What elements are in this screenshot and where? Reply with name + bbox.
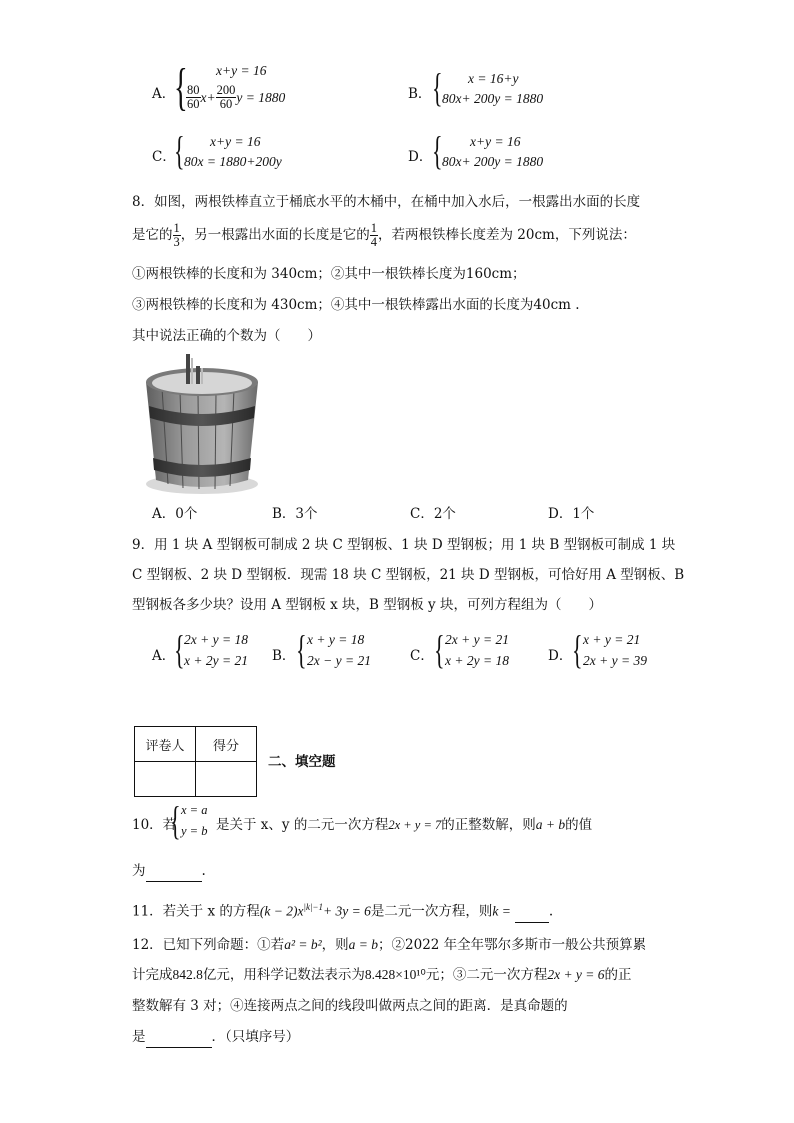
iron-rod-1 bbox=[186, 354, 190, 384]
q11-equation-rest: + 3y = 6 bbox=[323, 903, 371, 919]
q11-line bbox=[132, 897, 553, 923]
q10-line2-prefix: 为 bbox=[132, 863, 146, 879]
q10-mid: 是关于 x、y 的二元一次方程 bbox=[216, 817, 389, 833]
q10-line2 bbox=[132, 861, 206, 882]
q12-sci-notation: 8.428×10¹⁰ bbox=[364, 967, 426, 982]
q9-line1: 9．用 1 块 A 型钢板可制成 2 块 C 型钢板、1 块 D 型钢板；用 1 块 B 型钢板可制成 1 块 bbox=[132, 537, 676, 553]
q9-option-a-eq2: x + 2y = 21 bbox=[184, 653, 248, 668]
q7-option-a-label: A． bbox=[152, 86, 176, 102]
q9-option-d-eq1: x + y = 21 bbox=[583, 632, 641, 647]
q7-option-c-label: C． bbox=[152, 149, 176, 165]
q12-line4b: ．（只填序号） bbox=[211, 1029, 300, 1045]
section-title-fill-in: 二、填空题 bbox=[268, 754, 336, 770]
q10-end: 的值 bbox=[565, 817, 593, 833]
q10-sys-eq1: x = a bbox=[181, 803, 208, 817]
wooden-bucket-illustration bbox=[140, 352, 264, 500]
q12-line1e: ；②2022 年全年鄂尔多斯市一般公共预算累 bbox=[378, 937, 647, 953]
score-table-header-grader: 评卷人 bbox=[135, 727, 196, 762]
q12-line2g: 的正 bbox=[604, 967, 632, 983]
q7-option-b-brace: { bbox=[432, 65, 443, 110]
q9-option-c-eq1: 2x + y = 21 bbox=[445, 632, 509, 647]
q9-option-b-brace: { bbox=[296, 627, 307, 672]
q8-line2a: 是它的 bbox=[132, 227, 173, 243]
q12-line2c: 亿元，用科学记数法表示为 bbox=[202, 967, 365, 983]
q12-line2a: 计完成 bbox=[132, 967, 173, 983]
q11-text: 11．若关于 x 的方程 bbox=[132, 903, 260, 920]
q9-option-d-eq2: 2x + y = 39 bbox=[583, 653, 647, 668]
q8-option-b: B．3个 bbox=[272, 506, 318, 522]
q8-line4: ③两根铁棒的长度和为 430cm；④其中一根铁棒露出水面的长度为40cm . bbox=[132, 297, 580, 313]
q9-line3: 型钢板各多少块？设用 A 型钢板 x 块，B 型钢板 y 块，可列方程组为（ ） bbox=[132, 597, 602, 613]
q12-line3: 整数解有 3 对；④连接两点之间的线段叫做两点之间的距离．是真命题的 bbox=[132, 998, 568, 1014]
q12-line1 bbox=[132, 935, 646, 955]
q11-equation: (k − 2)x bbox=[259, 903, 304, 919]
q8-line2b: ，另一根露出水面的长度是它的 bbox=[180, 227, 370, 243]
q11-k: k = bbox=[492, 903, 511, 919]
q7-a-frac1-num: 80 bbox=[187, 83, 200, 97]
q10-sys-eq2: y = b bbox=[181, 824, 208, 838]
q10-answer-blank[interactable] bbox=[146, 861, 202, 882]
q8-line2 bbox=[132, 222, 636, 249]
q12-equation: 2x + y = 6 bbox=[547, 967, 605, 982]
q7-option-d-brace: { bbox=[432, 128, 443, 173]
q12-math-a2b2: a² = b² bbox=[284, 937, 322, 952]
q11-answer-blank[interactable] bbox=[515, 902, 549, 923]
q9-option-c-label: C． bbox=[410, 648, 434, 664]
q7-a-end: y = 1880 bbox=[236, 90, 286, 105]
q8-frac1-den: 3 bbox=[173, 235, 180, 249]
q12-line2 bbox=[132, 965, 632, 985]
q9-option-b-eq1: x + y = 18 bbox=[307, 632, 365, 647]
q12-line1a: 12．已知下列命题：①若 bbox=[132, 937, 285, 953]
q7-option-a-eq2 bbox=[186, 84, 285, 111]
q12-line1c: ，则 bbox=[321, 937, 349, 953]
q7-a-frac2-den: 60 bbox=[219, 97, 233, 111]
q7-option-b-eq1: x = 16+y bbox=[468, 71, 519, 86]
q8-option-d: D．1个 bbox=[548, 506, 595, 522]
q9-option-b-eq2: 2x − y = 21 bbox=[307, 653, 371, 668]
score-table-score-cell[interactable] bbox=[196, 762, 257, 797]
q12-number: 842.8 bbox=[172, 967, 203, 982]
q7-option-c-brace: { bbox=[174, 128, 185, 173]
q11-end: . bbox=[548, 903, 554, 920]
q9-option-b-label: B． bbox=[272, 648, 296, 664]
q9-line2: C 型钢板、2 块 D 型钢板．现需 18 块 C 型钢板，21 块 D 型钢板，可恰好用 A 型钢板、B bbox=[132, 567, 685, 583]
q8-frac2-den: 4 bbox=[370, 235, 377, 249]
q9-option-d-brace: { bbox=[572, 627, 583, 672]
q9-option-d-label: D． bbox=[548, 648, 573, 664]
q8-frac-one-quarter bbox=[370, 222, 378, 249]
q8-line1: 8．如图，两根铁棒直立于桶底水平的木桶中，在桶中加入水后，一根露出水面的长度 bbox=[132, 194, 641, 210]
q10-brace: { bbox=[170, 798, 181, 843]
q9-option-a-brace: { bbox=[174, 627, 185, 672]
q12-line2e: 元；③二元一次方程 bbox=[425, 967, 548, 983]
q7-a-frac2-num: 200 bbox=[216, 83, 236, 97]
q8-option-c: C．2个 bbox=[410, 506, 456, 522]
q11-exponent: |k|−1 bbox=[303, 902, 323, 912]
q7-option-a-eq1: x+y = 16 bbox=[216, 63, 267, 78]
q8-frac2-num: 1 bbox=[370, 221, 377, 235]
iron-rod-2-highlight bbox=[201, 368, 203, 384]
score-table-grader-cell[interactable] bbox=[135, 762, 196, 797]
q7-option-d-label: D． bbox=[408, 149, 433, 165]
q12-math-ab: a = b bbox=[348, 937, 379, 952]
q9-option-a-eq1: 2x + y = 18 bbox=[184, 632, 248, 647]
q9-option-c-brace: { bbox=[434, 627, 445, 672]
q9-option-a-label: A． bbox=[152, 648, 176, 664]
q7-option-c-eq1: x+y = 16 bbox=[210, 134, 261, 149]
q8-frac-one-third bbox=[173, 222, 181, 249]
q7-option-d-eq2: 80x+ 200y = 1880 bbox=[442, 154, 544, 169]
q8-line2c: ，若两根铁棒长度差为 20cm，下列说法： bbox=[378, 227, 636, 243]
q8-option-a: A．0个 bbox=[152, 506, 198, 522]
q12-line4 bbox=[132, 1027, 299, 1048]
q7-option-d-eq1: x+y = 16 bbox=[470, 134, 521, 149]
score-table-header-score: 得分 bbox=[196, 727, 257, 762]
q11-mid: 是二元一次方程，则 bbox=[370, 903, 493, 920]
q7-option-a-brace: { bbox=[174, 59, 188, 116]
q10-line2-end: . bbox=[201, 863, 206, 879]
q7-a-mid: x+ bbox=[200, 90, 216, 105]
q8-line3: ①两根铁棒的长度和为 340cm；②其中一根铁棒长度为160cm； bbox=[132, 266, 526, 282]
q9-option-c-eq2: x + 2y = 18 bbox=[445, 653, 509, 668]
q8-line5: 其中说法正确的个数为（ ） bbox=[132, 328, 321, 344]
iron-rod-1-highlight bbox=[191, 358, 193, 384]
q10-equation: 2x + y = 7 bbox=[388, 818, 442, 832]
q7-option-b-eq2: 80x+ 200y = 1880 bbox=[442, 91, 544, 106]
q7-a-frac1-den: 60 bbox=[187, 97, 200, 111]
score-table bbox=[134, 726, 257, 797]
q10-prefix: 10．若 bbox=[132, 817, 177, 833]
iron-rod-2 bbox=[196, 366, 200, 384]
q8-frac1-num: 1 bbox=[173, 221, 180, 235]
q10-line1 bbox=[216, 815, 592, 835]
q10-suffix: 的正整数解，则 bbox=[441, 817, 536, 833]
q10-expr: a + b bbox=[535, 817, 566, 832]
q12-answer-blank[interactable] bbox=[146, 1027, 212, 1048]
q7-option-b-label: B． bbox=[408, 86, 432, 102]
q12-line4a: 是 bbox=[132, 1029, 146, 1045]
q7-option-c-eq2: 80x = 1880+200y bbox=[184, 154, 282, 169]
